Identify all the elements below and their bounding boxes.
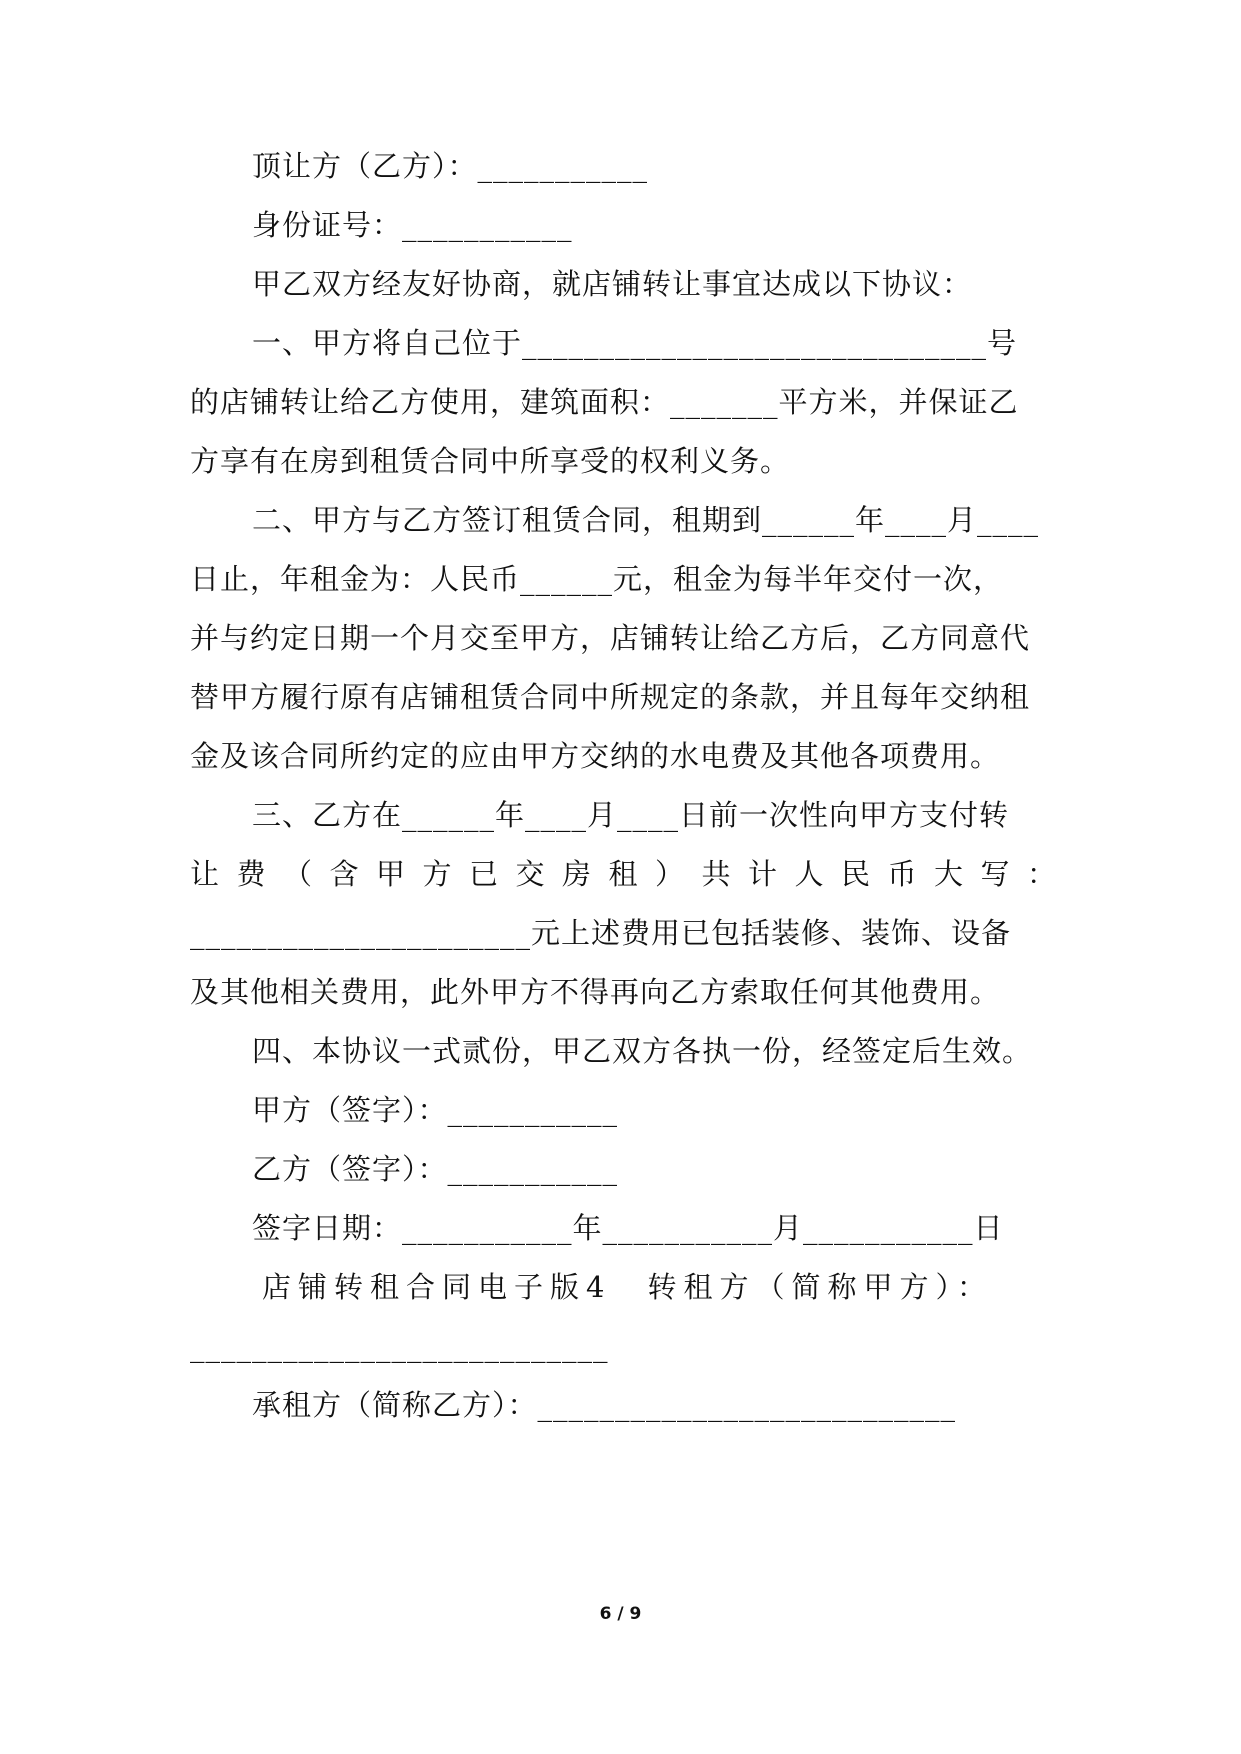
text-line: 身份证号：___________ [252, 208, 573, 242]
text-line: 顶让方（乙方）：___________ [252, 149, 649, 183]
text-line: 一、甲方将自己位于______________________________号 [252, 326, 1018, 360]
text-line: 四、本协议一式贰份，甲乙双方各执一份，经签定后生效。 [252, 1034, 1033, 1068]
text-line: 二、甲方与乙方签订租赁合同，租期到______年____月____ [252, 503, 1040, 537]
text-line: 日止，年租金为：人民币______元，租金为每半年交付一次， [190, 562, 1004, 596]
text-line: 三、乙方在______年____月____日前一次性向甲方支付转 [252, 798, 1010, 832]
text-line: 及其他相关费用，此外甲方不得再向乙方索取任何其他费用。 [190, 975, 1001, 1009]
text-line: 金及该合同所约定的应由甲方交纳的水电费及其他各项费用。 [190, 739, 1001, 773]
text-line: 甲方（签字）：___________ [252, 1093, 619, 1127]
text-line: 并与约定日期一个月交至甲方，店铺转让给乙方后，乙方同意代 [190, 621, 1031, 655]
text-line: 让费（含甲方已交房租）共计人民币大写： [190, 857, 1074, 891]
text-line: 方享有在房到租赁合同中所享受的权利义务。 [190, 444, 791, 478]
text-line: 甲乙双方经友好协商，就店铺转让事宜达成以下协议： [252, 267, 973, 301]
text-line: 的店铺转让给乙方使用，建筑面积：_______平方米，并保证乙 [190, 385, 1019, 419]
text-line: ___________________________ [190, 1329, 609, 1363]
text-line: 店铺转租合同电子版4 转租方（简称甲方）： [262, 1270, 993, 1304]
text-line: ______________________元上述费用已包括装修、装饰、设备 [190, 916, 1012, 950]
text-line: 承租方（简称乙方）：___________________________ [252, 1388, 957, 1422]
text-line: 乙方（签字）：___________ [252, 1152, 619, 1186]
text-line: 替甲方履行原有店铺租赁合同中所规定的条款，并且每年交纳租 [190, 680, 1031, 714]
text-line: 签字日期：___________年___________月___________日 [252, 1211, 1004, 1245]
page-number: 6 / 9 [599, 1604, 642, 1624]
